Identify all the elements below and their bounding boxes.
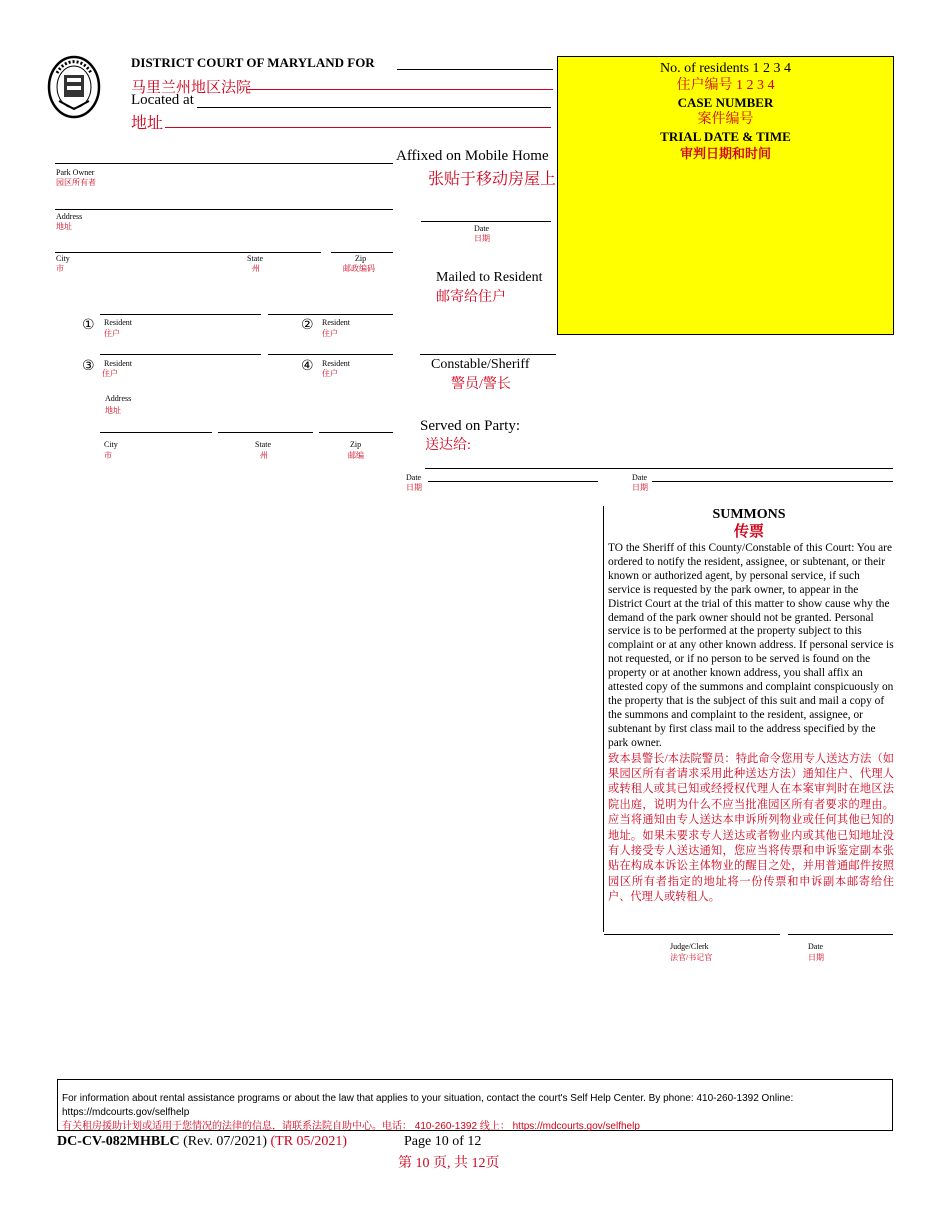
owner-zip-label: Zip [355, 254, 367, 263]
case-number-label: CASE NUMBER [677, 95, 774, 110]
resident-3-marker: ③ [82, 358, 95, 374]
resident-zip-label: Zip [350, 440, 362, 449]
resident-4-label: Resident [322, 359, 350, 368]
served-date-label-2: Date [632, 473, 648, 482]
constable-label: Constable/Sheriff [431, 357, 530, 372]
served-label: Served on Party: [420, 418, 520, 434]
served-date-label-2-zh: 日期 [632, 483, 648, 492]
located-at-label: Located at [131, 92, 194, 108]
court-title: DISTRICT COURT OF MARYLAND FOR [131, 55, 375, 70]
case-number-label-zh: 案件编号 [697, 112, 754, 127]
summons-title: SUMMONS [712, 507, 786, 522]
mailed-label: Mailed to Resident [436, 270, 543, 285]
court-county-field-zh[interactable] [247, 89, 553, 90]
served-party-field[interactable] [425, 468, 893, 469]
resident-zip-label-zh: 邮编 [348, 451, 364, 460]
resident-4-label-zh: 住户 [322, 369, 338, 378]
constable-field[interactable] [420, 354, 556, 355]
owner-address-label: Address [56, 212, 83, 221]
form-id: DC-CV-082MHBLC [57, 1134, 180, 1149]
judge-label: Judge/Clerk [670, 942, 709, 951]
summons-title-zh: 传票 [733, 524, 764, 540]
resident-address-label: Address [105, 394, 132, 403]
page-number: Page 10 of 12 [404, 1134, 482, 1149]
resident-1-label: Resident [104, 318, 132, 327]
resident-4-marker: ④ [301, 358, 314, 374]
served-date-field-1[interactable] [428, 481, 598, 482]
trial-date-label-zh: 审判日期和时间 [679, 146, 771, 161]
owner-city-label-zh: 市 [56, 264, 64, 273]
resident-2-label: Resident [322, 318, 350, 327]
served-date-field-2[interactable] [652, 481, 893, 482]
owner-address-label-zh: 地址 [56, 222, 72, 231]
owner-city-label: City [56, 254, 70, 263]
trial-date-label: TRIAL DATE & TIME [660, 129, 791, 144]
served-label-zh: 送达给: [425, 438, 471, 453]
self-help-info-box [57, 1079, 893, 1131]
page-number-zh: 第 10 页, 共 12页 [398, 1156, 500, 1171]
form-tr: (TR 05/2021) [270, 1134, 348, 1149]
court-seal-icon [47, 55, 101, 119]
park-owner-field[interactable] [55, 163, 393, 164]
summons-body: TO the Sheriff of this County/Constable of this Court: You are ordered to notify the resident, assignee, or subtenant, or their known or authorized agent, by personal service, if such service is requested by the park owner, to appear in the District Court at the trial of this matter to show cause why the demand of the park owner should not be granted. Personal service is to be performed at the property subject to this complaint or at any other known address. If personal service is not requested, or if no person to be served is found on the property or at another known address, you shall affix an attested copy of the summons and complaint conspicuously on the property that is the subject of this suit and mail a copy of the summons and complaint to the resident, assignee, or subtenant by first class mail to the address specified by the park owner. [608, 542, 894, 749]
summons-section [604, 506, 894, 932]
resident-address-label-zh: 地址 [105, 406, 121, 415]
form-rev: (Rev. 07/2021) [179, 1134, 271, 1149]
resident-city-field[interactable] [100, 432, 212, 433]
judge-label-zh: 法官/书记官 [670, 953, 713, 962]
affixed-label: Affixed on Mobile Home [396, 148, 549, 164]
judge-date-label: Date [808, 942, 824, 951]
resident-1-label-zh: 住户 [104, 329, 120, 338]
resident-1-field[interactable] [100, 314, 261, 315]
summons-body-zh: 致本县警长/本法院警员：特此命令您用专人送达方法（如果园区所有者请求采用此种送达方法）通知住户、代理人或转租人或其已知或经授权代理人在本案审判时在地区法院出庭，说明为什么不应当批准园区所有者要求的理由。应当将通知由专人送达本申诉所列物业或任何其他已知的地址。如果未要求专人送达或者物业内或其他已知地址没有人接受专人送达通知，您应当将传票和申诉鉴定副本张贴在构成本诉讼主体物业的醒目之处，并用普通邮件按照园区所有者指定的地址将一份传票和申诉副本邮寄给住户、代理人或转租人。 [608, 752, 894, 904]
owner-city-field[interactable] [55, 252, 321, 253]
owner-state-label-zh: 州 [252, 264, 260, 273]
located-at-field-zh[interactable] [165, 127, 551, 128]
constable-label-zh: 警员/警长 [451, 377, 511, 392]
resident-1-marker: ① [82, 317, 95, 333]
owner-zip-field[interactable] [331, 252, 393, 253]
owner-state-label: State [247, 254, 263, 263]
resident-3-label: Resident [104, 359, 132, 368]
self-help-info-zh: 有关租房援助计划或适用于您情况的法律的信息，请联系法院自助中心。电话： 410-260-1392 线上： https://mdcourts.gov/selfhelp [62, 1121, 640, 1132]
park-owner-label-zh: 园区所有者 [56, 178, 96, 187]
resident-2-field[interactable] [268, 314, 393, 315]
owner-zip-label-zh: 邮政编码 [343, 264, 375, 273]
resident-state-field[interactable] [218, 432, 313, 433]
served-date-label-1-zh: 日期 [406, 483, 422, 492]
resident-2-marker: ② [301, 317, 314, 333]
resident-state-label: State [255, 440, 271, 449]
case-info-box [557, 56, 894, 335]
self-help-info: For information about rental assistance programs or about the law that applies to your situation, contact the court's Self Help Center. By phone: 410-260-1392 Online: https://mdcourts.gov/selfhelp [62, 1093, 794, 1118]
residents-count-zh: 住户编号 1 2 3 4 [676, 78, 775, 93]
located-at-label-zh: 地址 [131, 115, 164, 132]
resident-4-field[interactable] [268, 354, 393, 355]
resident-city-label: City [104, 440, 118, 449]
resident-city-label-zh: 市 [104, 451, 112, 460]
resident-3-label-zh: 住户 [102, 369, 118, 378]
affixed-label-zh: 张贴于移动房屋上 [428, 171, 557, 188]
mailed-label-zh: 邮寄给住户 [436, 290, 506, 305]
affixed-date-label-zh: 日期 [474, 234, 490, 243]
resident-state-label-zh: 州 [260, 451, 268, 460]
served-date-label-1: Date [406, 473, 422, 482]
located-at-field[interactable] [197, 107, 551, 108]
court-county-field[interactable] [397, 69, 553, 70]
park-owner-label: Park Owner [56, 168, 95, 177]
affixed-date-label: Date [474, 224, 490, 233]
form-footer [57, 1134, 347, 1150]
judge-signature-field[interactable] [604, 934, 780, 935]
residents-count: No. of residents 1 2 3 4 [659, 61, 792, 76]
resident-zip-field[interactable] [319, 432, 393, 433]
judge-date-field[interactable] [788, 934, 893, 935]
resident-2-label-zh: 住户 [322, 329, 338, 338]
owner-address-field[interactable] [55, 209, 393, 210]
judge-date-label-zh: 日期 [808, 953, 824, 962]
court-title-zh: 马里兰州地区法院 [131, 80, 252, 96]
resident-3-field[interactable] [100, 354, 261, 355]
affixed-date-field[interactable] [421, 221, 551, 222]
